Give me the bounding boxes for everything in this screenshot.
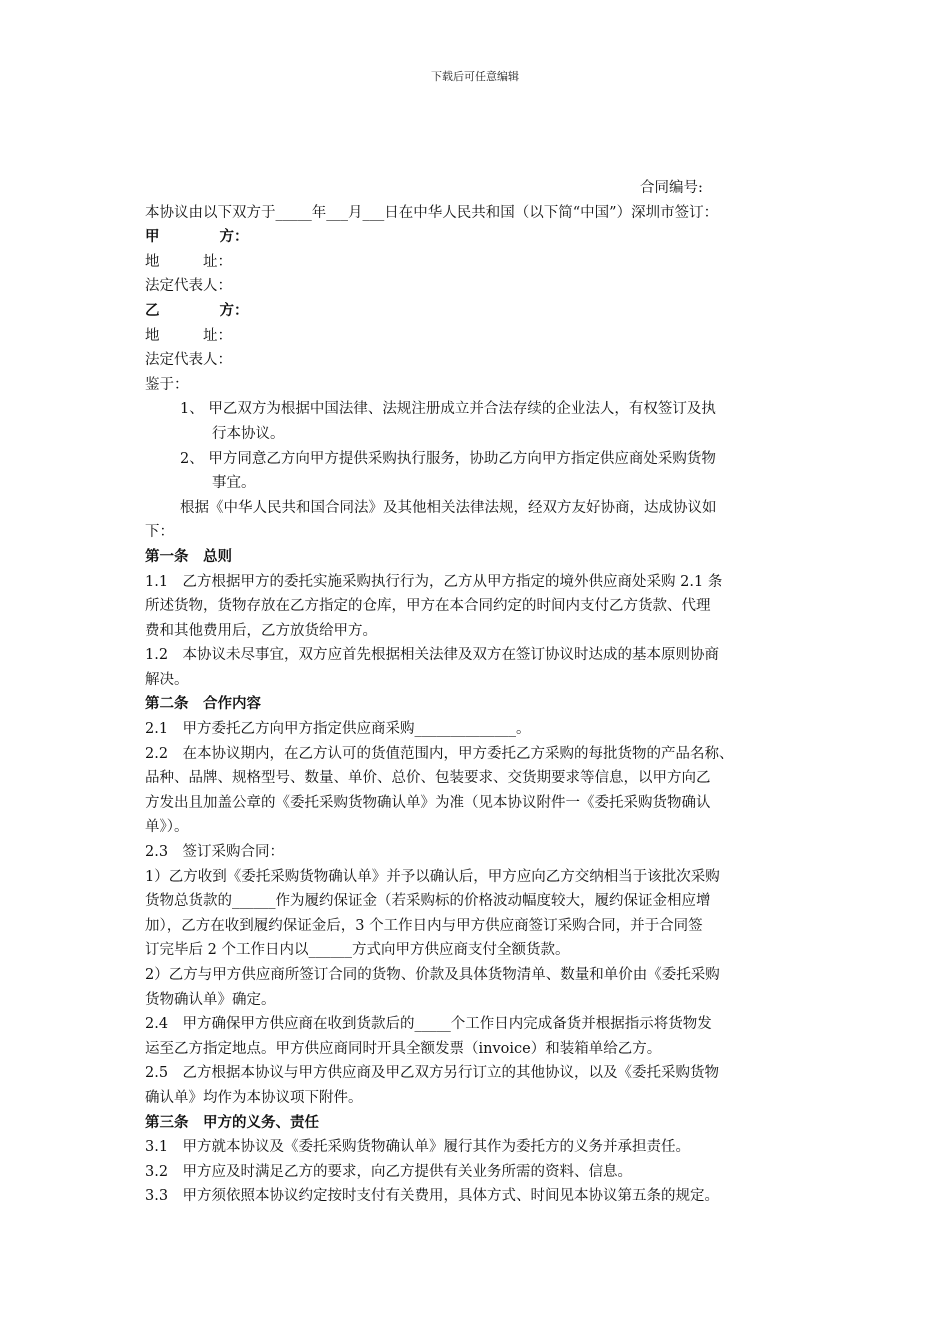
article-2-line: 2.1 甲方委托乙方向甲方指定供应商采购______________。	[145, 721, 531, 738]
party-a-title: 甲 方：	[145, 229, 249, 246]
article-1-line: 1.2 本协议未尽事宜，双方应首先根据相关法律及双方在签订协议时达成的基本原则协商	[145, 647, 720, 664]
page-header-note: 下载后可任意编辑	[431, 70, 519, 83]
article-2-line: 2）乙方与甲方供应商所签订合同的货物、价款及具体货物清单、数量和单价由《委托采购	[145, 967, 720, 983]
party-a-representative: 法定代表人：	[145, 278, 232, 295]
article-2-line: 品种、品牌、规格型号、数量、单价、总价、包装要求、交货期要求等信息，以甲方向乙	[145, 770, 711, 787]
whereas-item-2-line-2: 事宜。	[212, 475, 256, 492]
whereas-item-1-line-2: 行本协议。	[212, 425, 285, 442]
party-b-title: 乙 方：	[145, 302, 249, 319]
article-2-line: 货物确认单》确定。	[145, 991, 276, 1008]
article-2-line: 货物总货款的______作为履约保证金（若采购标的价格波动幅度较大，履约保证金相应增	[145, 893, 711, 910]
party-a-address: 地 址：	[145, 253, 232, 270]
whereas-item-1-line-1: 1、 甲乙双方为根据中国法律、法规注册成立并合法存续的企业法人，有权签订及执	[180, 401, 716, 418]
article-1-title: 第一条 总则	[145, 548, 232, 565]
article-1-line: 费和其他费用后，乙方放货给甲方。	[145, 622, 377, 639]
contract-number-label: 合同编号:	[640, 180, 703, 196]
article-2-line: 2.2 在本协议期内，在乙方认可的货值范围内，甲方委托乙方采购的每批货物的产品名称、	[145, 745, 734, 762]
intro-paragraph: 本协议由以下双方于_____年___月___日在中华人民共和国（以下简“中国”）深圳市签订：	[145, 204, 719, 221]
article-2-line: 单》）。	[145, 819, 189, 836]
article-2-line: 2.5 乙方根据本协议与甲方供应商及甲乙双方另行订立的其他协议，以及《委托采购货物	[145, 1065, 720, 1082]
article-1-line: 1.1 乙方根据甲方的委托实施采购执行行为，乙方从甲方指定的境外供应商处采购 2.1 条	[145, 573, 723, 590]
whereas-label: 鉴于：	[145, 376, 189, 393]
article-2-line: 确认单》均作为本协议项下附件。	[145, 1089, 363, 1106]
article-1-line: 解决。	[145, 671, 189, 688]
article-3-line: 3.2 甲方应及时满足乙方的要求，向乙方提供有关业务所需的资料、信息。	[145, 1163, 633, 1180]
article-2-line: 运至乙方指定地点。甲方供应商同时开具全额发票（invoice）和装箱单给乙方。	[145, 1040, 662, 1057]
contract-document	[145, 176, 810, 1209]
article-2-line: 1）乙方收到《委托采购货物确认单》并予以确认后，甲方应向乙方交纳相当于该批次采购	[145, 868, 720, 885]
article-2-line: 2.4 甲方确保甲方供应商在收到货款后的_____个工作日内完成备货并根据指示将货物发	[145, 1016, 712, 1033]
preamble-line-2: 下：	[145, 524, 174, 541]
article-2-line: 订完毕后 2 个工作日内以______方式向甲方供应商支付全额货款。	[145, 942, 570, 959]
article-3-title: 第三条 甲方的义务、责任	[145, 1114, 319, 1131]
preamble-line-1: 根据《中华人民共和国合同法》及其他相关法律法规，经双方友好协商，达成协议如	[180, 499, 717, 516]
article-2-title: 第二条 合作内容	[145, 696, 261, 713]
article-2-line: 2.3 签订采购合同：	[145, 844, 285, 861]
article-2-line: 方发出且加盖公章的《委托采购货物确认单》为准（见本协议附件一《委托采购货物确认	[145, 794, 711, 811]
article-3-line: 3.3 甲方须依照本协议约定按时支付有关费用，具体方式、时间见本协议第五条的规定。	[145, 1188, 720, 1205]
article-3-line: 3.1 甲方就本协议及《委托采购货物确认单》履行其作为委托方的义务并承担责任。	[145, 1139, 691, 1156]
article-1-line: 所述货物，货物存放在乙方指定的仓库，甲方在本合同约定的时间内支付乙方货款、代理	[145, 598, 711, 615]
whereas-item-2-line-1: 2、 甲方同意乙方向甲方提供采购执行服务，协助乙方向甲方指定供应商处采购货物	[180, 450, 716, 467]
article-2-line: 加），乙方在收到履约保证金后，3 个工作日内与甲方供应商签订采购合同，并于合同签	[145, 917, 703, 934]
party-b-address: 地 址：	[145, 327, 232, 344]
party-b-representative: 法定代表人：	[145, 352, 232, 369]
